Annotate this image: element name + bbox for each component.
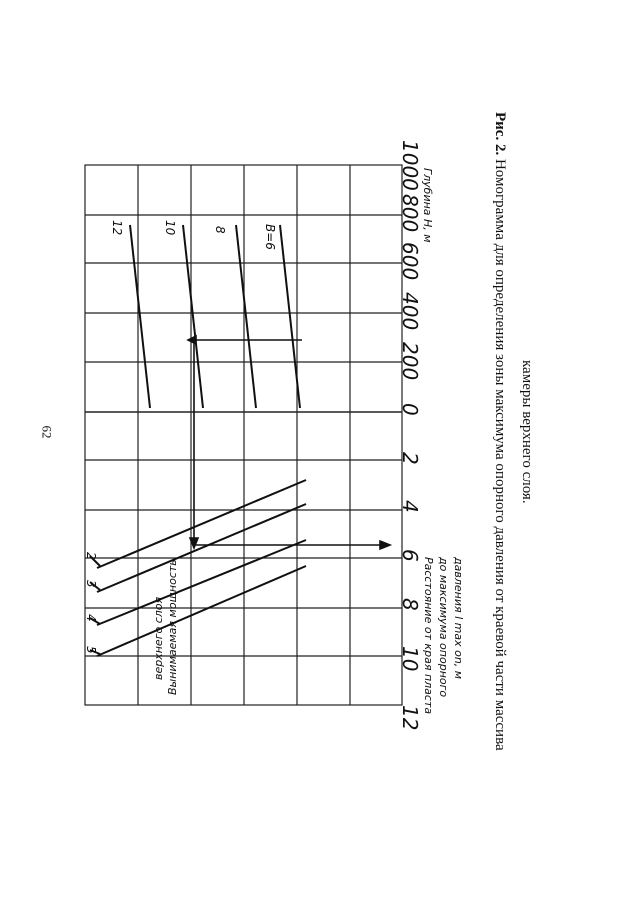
thickness-tick: 8 bbox=[398, 598, 422, 611]
svg-text:5: 5 bbox=[84, 646, 98, 654]
caption-line-1: Номограмма для определения зоны максимума опорного давления от краевой части массива bbox=[492, 158, 508, 751]
depth-tick: 1000 bbox=[398, 140, 422, 191]
page-number: 62 bbox=[39, 425, 55, 439]
figure-caption bbox=[491, 112, 508, 751]
caption-prefix: Рис. 2. bbox=[492, 112, 508, 156]
thickness-label bbox=[152, 559, 179, 695]
line-8 bbox=[236, 225, 256, 408]
distance-axis-label: Расстояние от края пласта bbox=[422, 557, 435, 715]
thickness-tick: 10 bbox=[398, 646, 422, 672]
thickness-tick: 2 bbox=[398, 452, 422, 465]
thickness-tick: 6 bbox=[398, 549, 422, 562]
thickness-tick: 4 bbox=[398, 500, 422, 513]
svg-text:В=6: В=6 bbox=[263, 224, 277, 250]
thickness-tick: 0 bbox=[398, 403, 422, 416]
depth-tick: 800 bbox=[398, 194, 422, 233]
thickness-tick: 12 bbox=[398, 705, 422, 731]
axis-titles bbox=[421, 168, 465, 714]
line-12 bbox=[130, 225, 150, 408]
upper-lines bbox=[130, 225, 300, 408]
svg-text:2: 2 bbox=[84, 552, 98, 560]
line-2 bbox=[97, 480, 306, 568]
svg-text:12: 12 bbox=[110, 220, 124, 236]
distance-axis-label: до максимума опорного bbox=[437, 557, 450, 698]
svg-text:верхнего слоя: верхнего слоя bbox=[152, 596, 165, 680]
svg-text:8: 8 bbox=[213, 226, 227, 234]
svg-text:3: 3 bbox=[84, 580, 98, 588]
depth-axis-label: Глубина H, м bbox=[421, 168, 434, 243]
svg-text:Вынимаемая мощность: Вынимаемая мощность bbox=[166, 559, 179, 695]
svg-text:4: 4 bbox=[84, 614, 98, 622]
distance-axis-label: давления l max on, м bbox=[452, 557, 465, 680]
line-4 bbox=[97, 540, 306, 625]
svg-text:10: 10 bbox=[163, 220, 177, 236]
depth-tick: 600 bbox=[398, 242, 422, 281]
upper-line-labels bbox=[110, 220, 277, 250]
depth-tick: 200 bbox=[398, 342, 422, 381]
line-10 bbox=[183, 225, 203, 408]
depth-tick: 400 bbox=[398, 292, 422, 331]
lower-line-labels bbox=[84, 552, 98, 654]
figure-caption-line-2: камеры верхнего слоя. bbox=[519, 360, 535, 504]
lower-lines bbox=[90, 480, 306, 656]
